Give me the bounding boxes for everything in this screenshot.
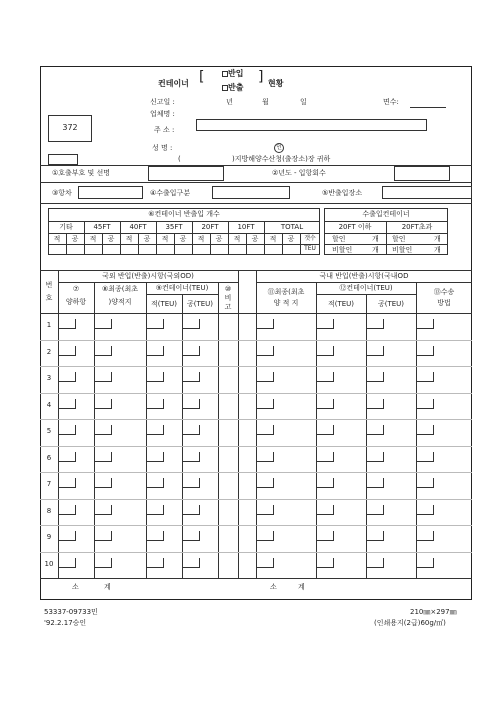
entry-field[interactable] [416, 531, 434, 541]
col12-label: ⑫컨테이너(TEU) [339, 284, 393, 292]
no-label: 번 [45, 281, 53, 289]
option-in[interactable]: 반입 [222, 70, 243, 78]
form-number: 372 [62, 123, 78, 132]
entry-field[interactable] [416, 425, 434, 435]
summary-title: ⑥컨테이너 반출입 개수 [148, 210, 220, 218]
entry-field[interactable] [316, 452, 334, 462]
export-title: 수출입컨테이너 [362, 210, 410, 218]
unit-label: 개 [372, 235, 379, 243]
empty-label: 공 [143, 235, 151, 243]
entry-field[interactable] [416, 399, 434, 409]
non-discount-label: 비할인 [392, 246, 413, 254]
entry-field[interactable] [146, 452, 164, 462]
entry-field[interactable] [366, 558, 384, 568]
entry-field[interactable] [182, 558, 200, 568]
row-divider [40, 419, 472, 420]
entry-field[interactable] [146, 425, 164, 435]
entry-field[interactable] [316, 399, 334, 409]
entry-field[interactable] [146, 399, 164, 409]
size-label: 20FT [201, 223, 219, 231]
entry-field[interactable] [94, 425, 112, 435]
empty-header: 공(TEU) [377, 300, 405, 308]
entry-field[interactable] [366, 505, 384, 515]
license-label: 면수: [383, 98, 399, 106]
entry-field[interactable] [256, 425, 274, 435]
entry-field[interactable] [256, 531, 274, 541]
form-code: 53337-09733민 [44, 608, 98, 616]
recipient-text: )지방해양수산청(출장소)장 귀하 [232, 155, 331, 163]
entry-field[interactable] [58, 558, 76, 568]
left-bracket: [ [199, 69, 205, 85]
teu-label: TEU [304, 245, 316, 252]
entry-field[interactable] [58, 372, 76, 382]
entry-field[interactable] [182, 319, 200, 329]
row-number: 9 [46, 533, 52, 541]
entry-field[interactable] [316, 346, 334, 356]
entry-field[interactable] [182, 346, 200, 356]
loaded-label: 적 [269, 235, 277, 243]
col7-label: 양하항 [65, 298, 87, 306]
divider [40, 203, 472, 204]
size-label: 기타 [59, 223, 73, 231]
place-label: ⑤반출입장소 [322, 189, 363, 197]
under20-label: 20FT 이하 [338, 223, 372, 231]
over20-label: 20FT초과 [401, 223, 433, 231]
loaded-header: 적(TEU) [327, 300, 355, 308]
entry-field[interactable] [182, 399, 200, 409]
paper-spec: (인쇄용지(2급)60g/㎡) [374, 619, 446, 627]
address-field[interactable] [196, 119, 427, 131]
entry-field[interactable] [416, 319, 434, 329]
entry-field[interactable] [146, 346, 164, 356]
empty-label: 공 [215, 235, 223, 243]
row-number: 8 [46, 506, 52, 515]
entry-field[interactable] [58, 346, 76, 356]
loaded-label: 적 [197, 235, 205, 243]
day-label: 일 [300, 98, 307, 106]
entry-field[interactable] [182, 531, 200, 541]
row-number: 4 [46, 400, 52, 409]
entry-field[interactable] [256, 505, 274, 515]
entry-field[interactable] [316, 478, 334, 488]
col8-sub: )양적지 [108, 298, 132, 306]
divider [48, 233, 320, 234]
entry-field[interactable] [416, 505, 434, 515]
entry-field[interactable] [366, 319, 384, 329]
recipient-open: ( [178, 155, 181, 163]
row-divider [40, 366, 472, 367]
subtotal-label: 계 [298, 583, 305, 591]
entry-field[interactable] [146, 558, 164, 568]
license-field[interactable] [410, 107, 446, 108]
entry-field[interactable] [316, 558, 334, 568]
domestic-title: 국내 반입(반출)시항(국내OD [319, 272, 409, 280]
entry-field[interactable] [94, 531, 112, 541]
entry-field[interactable] [366, 346, 384, 356]
entry-field[interactable] [316, 319, 334, 329]
entry-field[interactable] [58, 505, 76, 515]
size-label: 10FT [237, 223, 255, 231]
row-divider [40, 472, 472, 473]
io-type-field[interactable] [212, 186, 290, 199]
entry-field[interactable] [256, 372, 274, 382]
entry-field[interactable] [256, 478, 274, 488]
entry-field[interactable] [182, 478, 200, 488]
entry-field[interactable] [416, 558, 434, 568]
empty-label: 공 [179, 235, 187, 243]
empty-label: 공 [107, 235, 115, 243]
call-sign-field[interactable] [148, 166, 224, 181]
loaded-label: 적 [89, 235, 97, 243]
entry-field[interactable] [366, 452, 384, 462]
row-number: 5 [46, 427, 52, 435]
loaded-header: 적(TEU) [150, 300, 178, 308]
voyage-label: ③항차 [52, 189, 72, 197]
entry-field[interactable] [146, 505, 164, 515]
col11-sub: 양 적 지 [273, 299, 299, 307]
entry-field[interactable] [256, 399, 274, 409]
entry-field[interactable] [316, 372, 334, 382]
subtotal-label: 소 [72, 583, 79, 591]
divider [40, 578, 472, 579]
right-bracket: ] [258, 69, 264, 85]
company-label: 업체명 : [150, 110, 175, 118]
foreign-title: 국외 반입(반출)시항(국외OD) [102, 272, 194, 280]
unit-label: 개 [434, 246, 441, 254]
paper-size: 210㎜×297㎜ [410, 608, 457, 616]
entry-field[interactable] [316, 505, 334, 515]
col10-label: 고 [224, 303, 232, 311]
unit-label: 개 [434, 235, 441, 243]
option-out[interactable]: 반출 [222, 84, 243, 92]
row-divider [40, 499, 472, 500]
entry-field[interactable] [58, 478, 76, 488]
row-number: 1 [46, 321, 52, 329]
row-divider [40, 393, 472, 394]
divider [48, 221, 320, 222]
address-label: 주 소 : [154, 126, 175, 134]
entry-field[interactable] [316, 425, 334, 435]
row-number: 7 [46, 480, 52, 488]
entry-field[interactable] [366, 531, 384, 541]
entry-field[interactable] [416, 372, 434, 382]
entry-field[interactable] [58, 452, 76, 462]
no-label: 호 [45, 294, 53, 302]
loaded-label: 적 [53, 235, 61, 243]
col7-num: ⑦ [72, 285, 80, 293]
entry-field[interactable] [146, 319, 164, 329]
approval-date: '92.2.17승인 [44, 619, 87, 627]
entry-field[interactable] [94, 399, 112, 409]
entry-field[interactable] [146, 478, 164, 488]
row-divider [40, 446, 472, 447]
title-suffix: 현황 [268, 79, 284, 88]
empty-label: 공 [251, 235, 259, 243]
entry-field[interactable] [94, 346, 112, 356]
row-divider [40, 552, 472, 553]
entry-field[interactable] [58, 319, 76, 329]
entry-field[interactable] [256, 452, 274, 462]
report-date-label: 신고일 : [150, 98, 175, 106]
row-number: 2 [46, 347, 52, 356]
seal-mark: 인 [274, 143, 284, 153]
divider [48, 244, 320, 245]
month-label: 월 [262, 98, 269, 106]
entry-field[interactable] [58, 425, 76, 435]
entry-field[interactable] [58, 399, 76, 409]
divider [238, 270, 239, 578]
col13-label: ⑬수송 [433, 288, 455, 296]
entry-field[interactable] [94, 505, 112, 515]
entry-field[interactable] [366, 372, 384, 382]
empty-label: 공 [287, 235, 295, 243]
name-label: 성 명 : [152, 144, 173, 152]
call-sign-label: ①호출부호 및 선명 [52, 169, 111, 177]
entry-field[interactable] [366, 399, 384, 409]
non-discount-label: 비할인 [332, 246, 353, 254]
entry-field[interactable] [94, 319, 112, 329]
size-label: TOTAL [280, 223, 304, 231]
row-divider [40, 340, 472, 341]
year-entry-field[interactable] [394, 166, 450, 181]
title-prefix: 컨테이너 [158, 79, 189, 88]
size-label: 35FT [165, 223, 183, 231]
io-type-label: ④수출입구분 [150, 189, 191, 197]
col10-label: 비 [224, 294, 232, 302]
entry-field[interactable] [366, 478, 384, 488]
voyage-field[interactable] [78, 186, 143, 199]
entry-field[interactable] [182, 425, 200, 435]
entry-field[interactable] [146, 372, 164, 382]
divider [40, 182, 472, 183]
col13-sub: 방법 [437, 299, 451, 307]
size-label: 40FT [129, 223, 147, 231]
entry-field[interactable] [94, 452, 112, 462]
entry-field[interactable] [146, 531, 164, 541]
subtotal-label: 계 [104, 583, 111, 591]
entry-field[interactable] [416, 452, 434, 462]
year-label: 년 [226, 98, 233, 106]
entry-field[interactable] [182, 452, 200, 462]
entry-field[interactable] [256, 346, 274, 356]
subtotal-label: 소 [270, 583, 277, 591]
col11-label: ⑪최종(최초 [267, 288, 305, 296]
entry-field[interactable] [366, 425, 384, 435]
entry-field[interactable] [94, 372, 112, 382]
loaded-label: 적 [233, 235, 241, 243]
empty-header: 공(TEU) [186, 300, 214, 308]
entry-field[interactable] [416, 478, 434, 488]
entry-field[interactable] [256, 319, 274, 329]
entry-field[interactable] [256, 558, 274, 568]
recipient-field[interactable] [48, 154, 78, 165]
entry-field[interactable] [94, 558, 112, 568]
count-label: 갯수 [304, 235, 316, 242]
row-number: 6 [46, 453, 52, 462]
loaded-label: 적 [161, 235, 169, 243]
loaded-label: 적 [125, 235, 133, 243]
row-divider [40, 525, 472, 526]
discount-label: 할인 [392, 235, 406, 243]
empty-label: 공 [71, 235, 79, 243]
col9-label: ⑨컨테이너(TEU) [155, 284, 209, 292]
entry-field[interactable] [182, 505, 200, 515]
col10-num: ⑩ [224, 285, 232, 293]
col8-label: ⑧최종(최초 [101, 285, 139, 293]
entry-field[interactable] [416, 346, 434, 356]
row-number: 10 [44, 559, 54, 568]
divider [218, 282, 219, 578]
row-number: 3 [46, 374, 52, 382]
divider [256, 282, 472, 283]
year-entry-label: ②년도 - 입항회수 [272, 169, 326, 177]
unit-label: 개 [372, 246, 379, 254]
discount-label: 할인 [332, 235, 346, 243]
entry-field[interactable] [316, 531, 334, 541]
size-label: 45FT [93, 223, 111, 231]
entry-field[interactable] [182, 372, 200, 382]
divider [58, 282, 238, 283]
place-field[interactable] [382, 186, 472, 199]
entry-field[interactable] [58, 531, 76, 541]
entry-field[interactable] [94, 478, 112, 488]
